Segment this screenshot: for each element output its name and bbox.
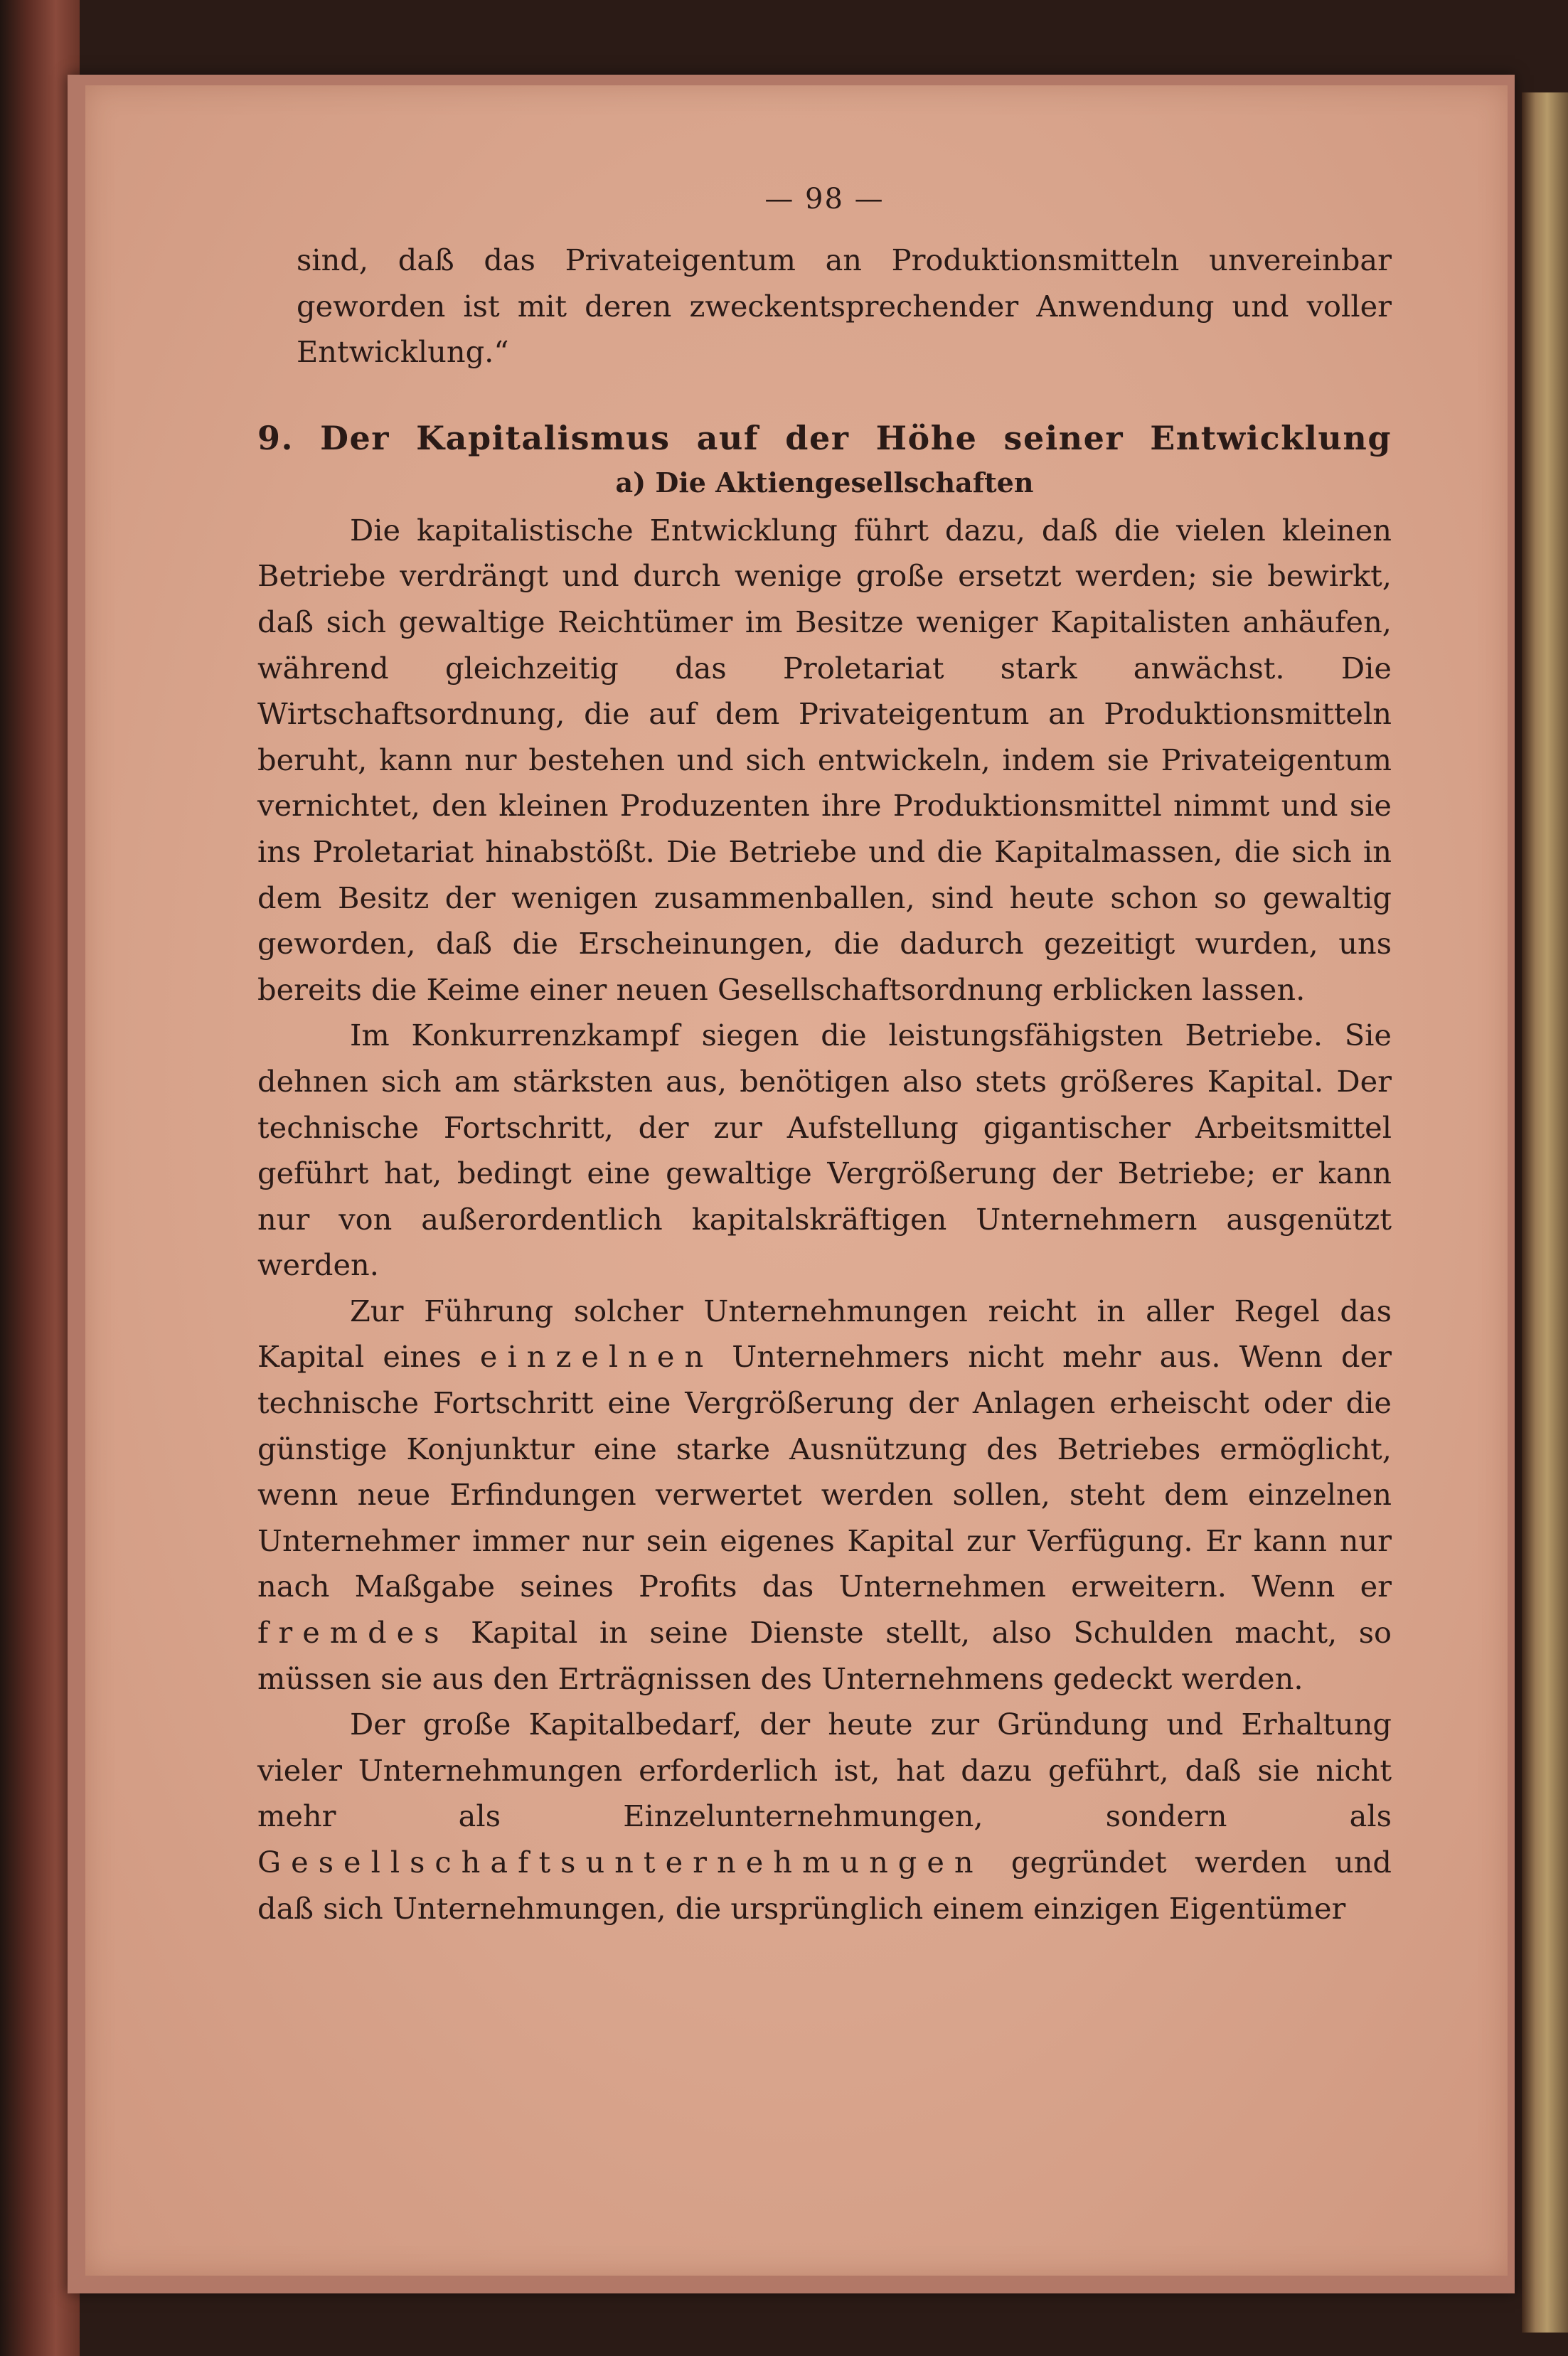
quote-end: sind, daß das Privateigentum an Produktionsmitteln unvereinbar geworden ist mit deren zweckentsprechender Anwendung und voller Entwicklung.“ [297, 242, 1392, 370]
section-heading: a) Die Aktiengesellschaften [615, 466, 1034, 499]
paragraph-3 [257, 1289, 1392, 1702]
chapter-heading: 9. Der Kapitalismus auf der Höhe seiner Entwicklung [257, 418, 1392, 457]
paragraph-3-emphasis-2: fremdes [257, 1615, 449, 1651]
paragraph-4 [257, 1702, 1392, 1931]
paragraph-3-text-1: Zur Führung solcher Unternehmungen reicht in aller Regel das Kapital eines [257, 1293, 1392, 1375]
paragraph-3-emphasis-1: einzelnen [479, 1339, 714, 1375]
paragraph-4-text-2: gegründet werden und daß sich Unternehmungen, die ursprünglich einem einzigen Eigentümer [257, 1845, 1392, 1926]
page-number: — 98 — [764, 183, 885, 215]
paragraph-3-text-2: Unternehmers nicht mehr aus. Wenn der technische Fortschritt eine Vergrößerung der Anlagen erheischt oder die günstige Konjunktur eine starke Ausnützung des Betriebes ermöglicht, wenn neue Erfindungen verwertet werden sollen, steht dem einzelnen Unternehmer immer nur sein eigenes Kapital zur Verfügung. Er kann nur nach Maßgabe seines Profits das Unternehmen erweitern. Wenn er [257, 1339, 1392, 1604]
paragraph-4-emphasis-1: Gesellschaftsunternehmungen [257, 1845, 983, 1880]
page-text [257, 178, 1392, 1931]
paragraph-1: Die kapitalistische Entwicklung führt dazu, daß die vielen kleinen Betriebe verdrängt und durch wenige große ersetzt werden; sie bewirkt, daß sich gewaltige Reichtümer im Besitze weniger Kapitalisten anhäufen, während gleichzeitig das Proletariat stark anwächst. Die Wirtschaftsordnung, die auf dem Privateigentum an Produktionsmitteln beruht, kann nur bestehen und sich entwickeln, indem sie Privateigentum vernichtet, den kleinen Produzenten ihre Produktionsmittel nimmt und sie ins Proletariat hinabstößt. Die Betriebe und die Kapitalmassen, die sich in dem Besitz der wenigen zusammenballen, sind heute schon so gewaltig geworden, daß die Erscheinungen, die dadurch gezeitigt wurden, uns bereits die Keime einer neuen Gesellschaftsordnung erblicken lassen. [257, 512, 1392, 1007]
paragraph-4-text-1: Der große Kapitalbedarf, der heute zur Gründung und Erhaltung vieler Unternehmungen erforderlich ist, hat dazu geführt, daß sie nicht mehr als Einzelunternehmungen, sondern als [257, 1707, 1392, 1834]
book-edge-right [1522, 92, 1568, 2333]
paragraph-3-text-3: Kapital in seine Dienste stellt, also Schulden macht, so müssen sie aus den Erträgnissen des Unternehmens gedeckt werden. [257, 1615, 1392, 1696]
paragraph-2: Im Konkurrenzkampf siegen die leistungsfähigsten Betriebe. Sie dehnen sich am stärksten aus, benötigen also stets größeres Kapital. Der technische Fortschritt, der zur Aufstellung gigantischer Arbeitsmittel geführt hat, bedingt eine gewaltige Vergrößerung der Betriebe; er kann nur von außerordentlich kapitalskräftigen Unternehmern ausgenützt werden. [257, 1018, 1392, 1283]
